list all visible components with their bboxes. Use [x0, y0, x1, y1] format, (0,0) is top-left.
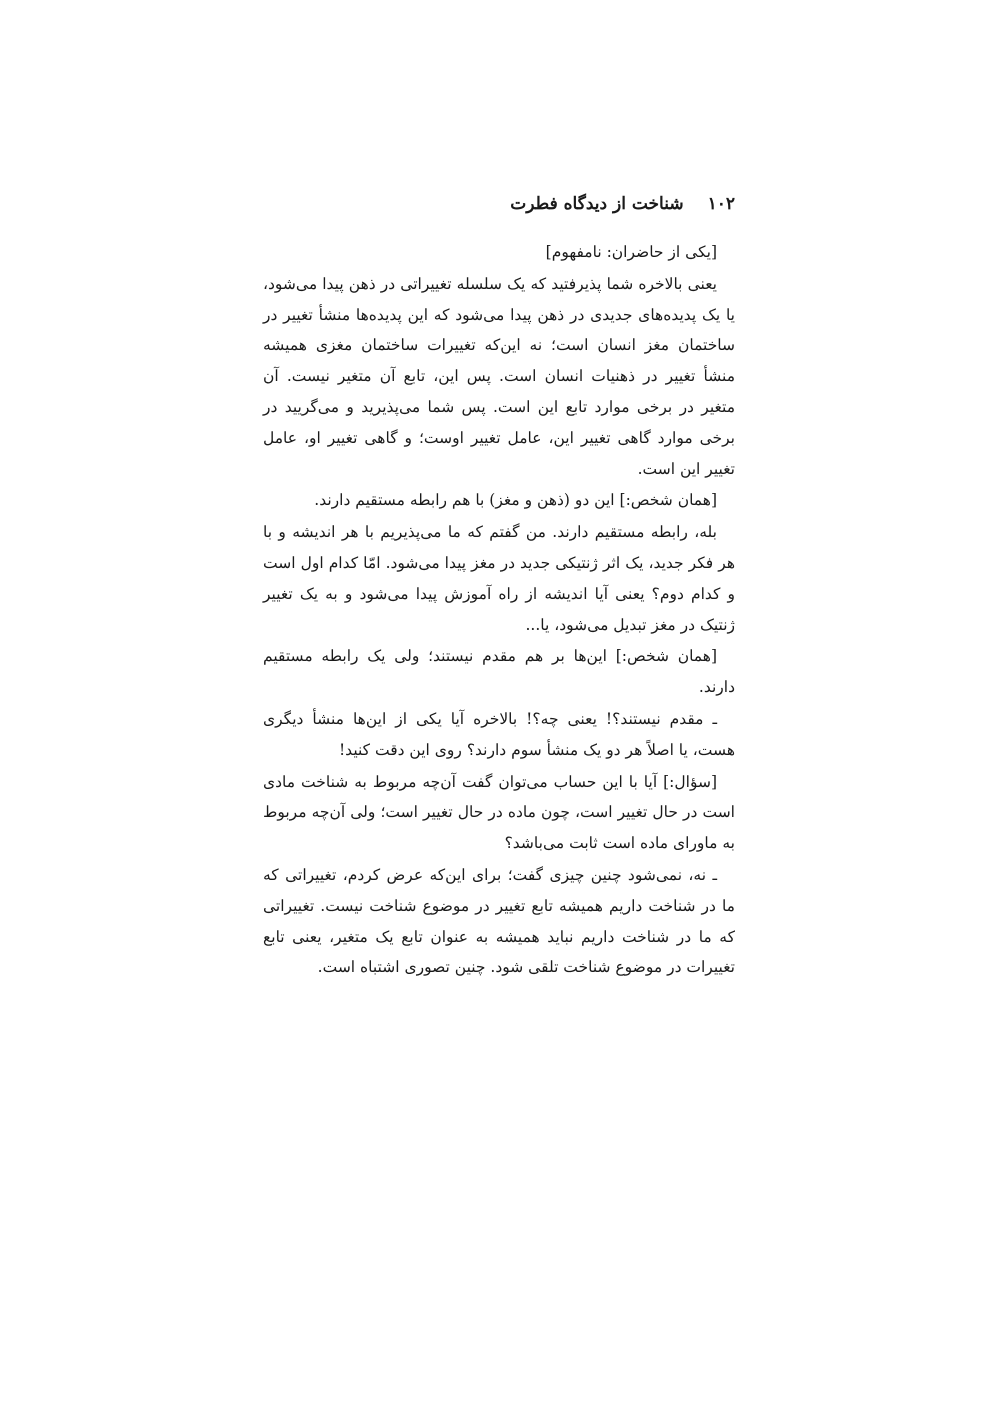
paragraph-same-person-2: [همان شخص:] این‌ها بر هم مقدم نیستند؛ ولی یک رابطه مستقیم دارند. [263, 647, 735, 697]
paragraph-answer-2: بله، رابطه مستقیم دارند. من گفتم که ما می‌پذیریم با هر اندیشه و با هر فکر جدید، یک اثر ژنتیکی جدید در مغز پیدا می‌شود. امّا کدام اول است و کدام دوم؟ یعنی آیا اندیشه از راه آموزش پیدا می‌شود و به یک تغییر ژنتیک در مغز تبدیل می‌شود، یا... [263, 523, 735, 634]
paragraph-audience-remark: [یکی از حاضران: نامفهوم] [545, 243, 717, 261]
paragraph-answer-4: ـ نه، نمی‌شود چنین چیزی گفت؛ برای این‌که عرض کردم، تغییراتی که ما در شناخت داریم همیشه تابع تغییر در موضوع شناخت نیست. تغییراتی که ما در شناخت داریم نباید همیشه به عنوان تابع یک متغیر، یعنی تابع تغییرات در موضوع شناخت تلقی شود. چنین تصوری اشتباه است. [263, 865, 735, 977]
paragraph-same-person-1: [همان شخص:] این دو (ذهن و مغز) با هم رابطه مستقیم دارند. [314, 491, 717, 510]
paragraph-answer-1: یعنی بالاخره شما پذیرفتید که یک سلسله تغییراتی در ذهن پیدا می‌شود، یا یک پدیده‌های جدیدی در ذهن پیدا می‌شود که این پدیده‌ها منشأ تغییر در ساختمان مغز انسان است؛ نه این‌که تغییرات ساختمان مغزی همیشه منشأ تغییر در ذهنیات انسان است. پس این، تابع آن متغیر نیست. آن متغیر در برخی موارد تابع این است. پس شما می‌پذیرید و می‌گریید در برخی موارد گاهی تغییر این، عامل تغییر اوست؛ و گاهی تغییر او، عامل تغییر این است. [263, 274, 735, 478]
paragraph-question: [سؤال:] آیا با این حساب می‌توان گفت آن‌چه مربوط به شناخت مادی است در حال تغییر است، چون ماده در حال تغییر است؛ ولی آن‌چه مربوط به ماورای ماده است ثابت می‌باشد؟ [263, 772, 735, 853]
paragraph-answer-3: ـ مقدم نیستند؟! یعنی چه؟! بالاخره آیا یکی از این‌ها منشأ دیگری هست، یا اصلاً هر دو یک منشأ سوم دارند؟ روی این دقت کنید! [263, 709, 735, 759]
page-number: ۱۰۲ [707, 194, 735, 214]
page-header [263, 189, 735, 219]
body-text [263, 237, 735, 984]
running-title: شناخت از دیدگاه فطرت [510, 194, 684, 214]
